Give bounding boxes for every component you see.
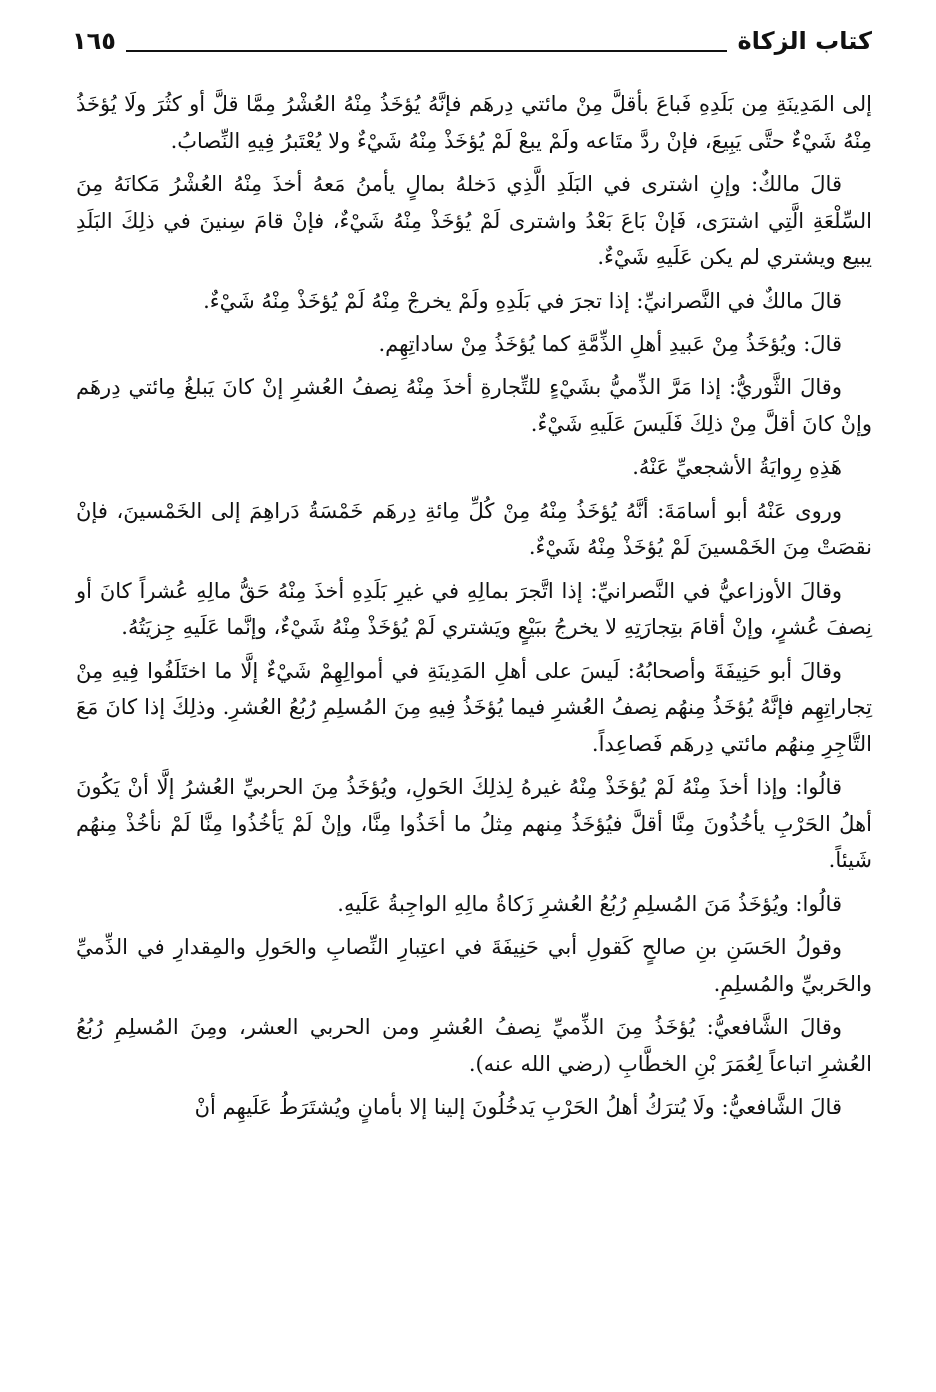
paragraph: قالُوا: ويُؤخَذُ مَنَ المُسلِمِ رُبُعُ العُشرِ زَكاةُ مالِهِ الواجِبةُ عَلَيهِ. [337,891,842,916]
paragraph: وقالَ الأوزاعيُّ في النَّصرانيِّ: إذا اتَّجرَ بمالِهِ في غيرِ بَلَدِهِ أخذَ مِنْهُ حَقُّ مالِهِ عُشراً كانَ أو نِصفَ عُشرٍ، وإنْ أقامَ بتِجارَتِهِ لا يخرجُ ببَيْعٍ ويَشتري لَمْ يُؤخَذْ مِنْهُ شَيْءٌ، وإنَّما عَلَيهِ جِزيَتُهُ. [76,578,872,640]
paragraph: وقولُ الحَسَنِ بنِ صالحٍ كَقولِ أبي حَنِيفَةَ في اعتِبارِ النِّصابِ والحَولِ والمِقدارِ في الذِّميِّ والحَربيِّ والمُسلِمِ. [76,935,872,996]
paragraph: وقالَ أبو حَنِيفَةَ وأصحابُهُ: لَيسَ على أهلِ المَدِينَةِ في أموالِهِمْ شَيْءٌ إلَّا ما اختَلَفُوا فِيهِ مِنْ تِجاراتِهِم فإنَّهُ يُؤخَذُ مِنهُم نِصفُ العُشرِ فيما يُؤخَذُ فِيهِ مِنَ المُسلِمِ رُبُعُ العُشرِ. وذلِكَ إذا كانَ مَعَ التَّاجِرِ مِنهُم مائتي دِرهَم فَصاعِداً. [76,658,872,756]
paragraph-continued: إلى المَدِينَةِ مِن بَلَدِهِ فَباعَ بأقلَّ مِنْ مائتي دِرهَم فإنَّهُ يُؤخَذُ مِنْهُ العُشْرُ مِمَّا قلَّ أو كثُرَ ولَا يُؤخَذُ مِنْهُ شَيْءٌ حتَّى يَبِيعَ، فإنْ ردَّ متَاعه ولَمْ يبعْ لَمْ يُؤخَذْ مِنْهُ شَيْءٌ ولا يُعْتَبرُ فِيهِ النِّصابُ. [76,92,873,153]
paragraph: قالَ مالكٌ: وإنِ اشترى في البَلَدِ الَّذِي دَخلهُ بمالٍ يأمنُ مَعهُ أخذَ مِنْهُ العُشْرُ مَكانَهُ مِنَ السِّلْعَةِ الَّتِي اشترَى، فَإنْ بَاعَ بَعْدُ واشترى لَمْ يُؤخَذْ مِنْهُ شَيْءٌ، فإنْ قامَ سِنينَ في ذلِكَ البَلَدِ يبيع ويشتري لم يكن عَلَيهِ شَيْءٌ. [76,171,872,270]
paragraph: وروى عَنْهُ أبو أسامَةَ: أنَّهُ يُؤخَذُ مِنْهُ مِنْ كُلِّ مِائةِ دِرهَم خَمْسَةُ دَراهِمَ إلى الخَمْسينَ، فإنْ نقصَتْ مِنَ الخَمْسينَ لَمْ يُؤخَذْ مِنْهُ شَيْءٌ. [76,498,872,560]
running-header [72,16,872,56]
paragraph: وقالَ الشَّافعيُّ: يُؤخَذُ مِنَ الذِّميِّ نِصفُ العُشرِ ومن الحربي العشر، ومِنَ المُسلِمِ رُبُعُ العُشرِ اتباعاً لِعُمَرَ بْنِ الخطَّابِ (رضي الله عنه). [76,1015,872,1076]
page-number: ١٦٥ [72,27,116,55]
chapter-title: كتاب الزكاة [737,27,872,55]
paragraph: قالُوا: وإذا أخذَ مِنْهُ لَمْ يُؤخَذْ مِنْهُ غيرهُ لِذلِكَ الحَولِ، ويُؤخَذُ مِنَ الحربيِّ العُشرُ إلَّا أنْ يَكُونَ أهلُ الحَرْبِ يأخُذُونَ مِنَّا أقلَّ فيُؤخَذُ مِنهم مِثلُ ما أخَذُوا مِنَّا، وإنْ لَمْ يَأخُذُوا مِنَّا لَمْ نأخُذْ مِنهُم شَيئاً. [76,775,872,873]
paragraph: قالَ: ويُؤخَذُ مِنْ عَبيدِ أهلِ الذِّمَّةِ كما يُؤخَذُ مِنْ ساداتِهِم. [378,331,842,356]
paragraph: قالَ مالكٌ في النَّصرانيِّ: إذا تجرَ في بَلَدِهِ ولَمْ يخرجْ مِنْهُ لَمْ يُؤخَذْ مِنْهُ شَيْءٌ. [203,288,842,313]
paragraph: هَذِهِ رِوايَةُ الأشجعيِّ عَنْهُ. [632,455,842,480]
paragraph: وقالَ الثَّوريُّ: إذا مَرَّ الذِّميُّ بشَيْءٍ للتِّجارةِ أخذَ مِنْهُ نِصفُ العُشرِ إنْ كانَ يَبلغُ مِائتي دِرهَم وإنْ كانَ أقلَّ مِنْ ذلِكَ فَلَيسَ عَلَيهِ شَيْءٌ. [76,375,872,436]
body-text [76,86,872,1133]
header-rule [126,50,728,52]
paragraph-continues: قالَ الشَّافعيُّ: ولَا يُترَكُ أهلُ الحَرْبِ يَدخُلُونَ إلينا إلا بأمانٍ ويُشتَرَطُ عَلَيهِم أنْ [194,1095,842,1120]
